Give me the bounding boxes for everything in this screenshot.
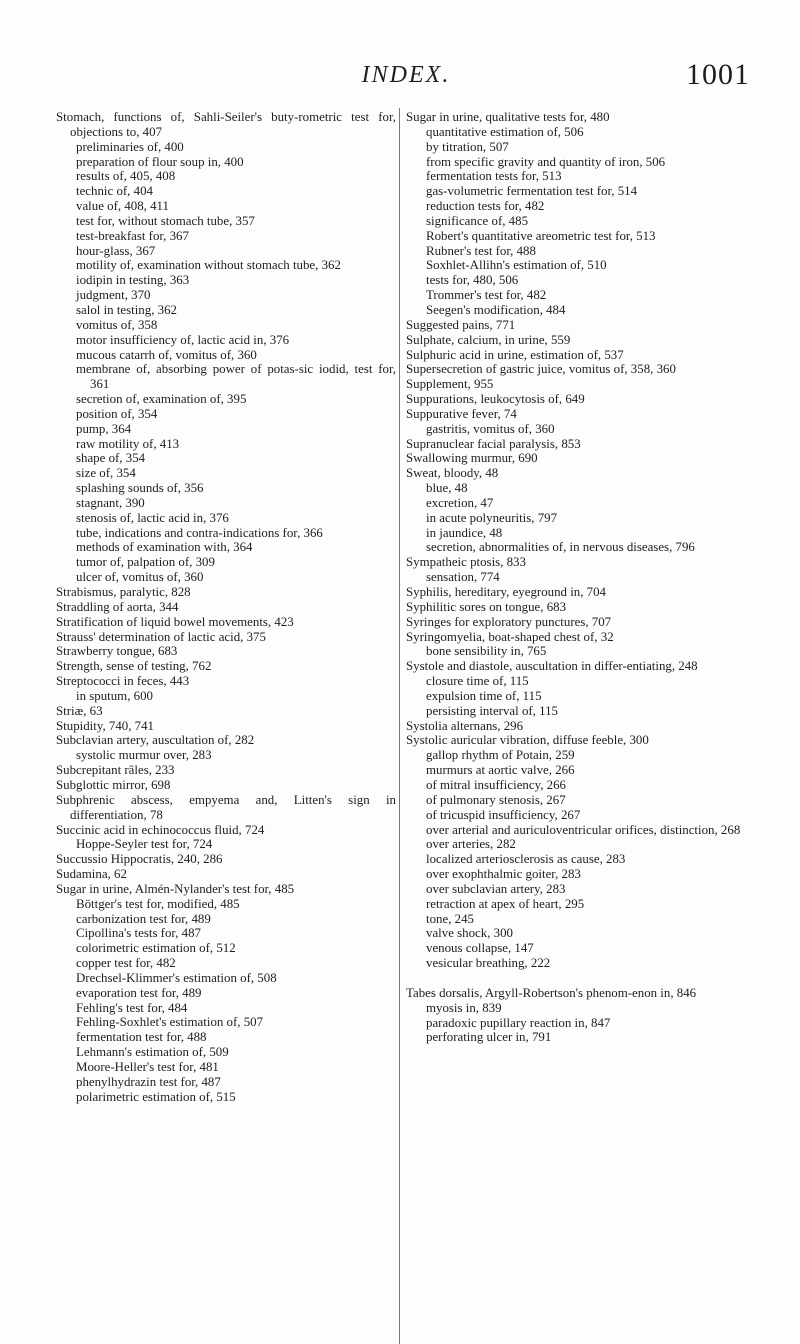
index-subentry: in acute polyneuritis, 797 bbox=[426, 510, 558, 525]
index-subentry: size of, 354 bbox=[76, 466, 136, 481]
index-subentry: motility of, examination without stomach tube, 362 bbox=[76, 258, 341, 273]
index-subentry: tests for, 480, 506 bbox=[426, 273, 519, 288]
index-entry: Strauss' determination of lactic acid, 375 bbox=[56, 629, 266, 644]
index-subentry: paradoxic pupillary reaction in, 847 bbox=[426, 1015, 611, 1030]
page-header bbox=[56, 58, 756, 102]
index-subentry: venous collapse, 147 bbox=[426, 941, 534, 956]
index-subentry: Böttger's test for, modified, 485 bbox=[76, 896, 240, 911]
index-subentry: vesicular breathing, 222 bbox=[426, 956, 551, 971]
index-subentry: in sputum, 600 bbox=[76, 688, 153, 703]
index-subentry: test for, without stomach tube, 357 bbox=[76, 213, 255, 228]
index-subentry: by titration, 507 bbox=[426, 139, 509, 154]
index-subentry: position of, 354 bbox=[76, 406, 158, 421]
index-entry: Systole and diastole, auscultation in differ-entiating, 248 bbox=[406, 659, 698, 674]
index-entry: Sympatheic ptosis, 833 bbox=[406, 555, 526, 570]
index-subentry: secretion of, examination of, 395 bbox=[76, 392, 247, 407]
index-subentry: expulsion time of, 115 bbox=[426, 688, 542, 703]
index-entry: Streptococci in feces, 443 bbox=[56, 674, 190, 689]
index-subentry: gallop rhythm of Potain, 259 bbox=[426, 748, 575, 763]
index-entry: Sulphuric acid in urine, estimation of, 537 bbox=[406, 347, 624, 362]
index-subentry: pump, 364 bbox=[76, 421, 132, 436]
index-entry: Strabismus, paralytic, 828 bbox=[56, 585, 191, 599]
index-entry: Syphilis, hereditary, eyeground in, 704 bbox=[406, 585, 607, 599]
index-entry: Strength, sense of testing, 762 bbox=[56, 659, 212, 674]
index-subentry: vomitus of, 358 bbox=[76, 317, 158, 332]
index-subentry: motor insufficiency of, lactic acid in, 376 bbox=[76, 332, 290, 347]
index-entry: Straddling of aorta, 344 bbox=[56, 599, 179, 614]
index-subentry: secretion, abnormalities of, in nervous diseases, 796 bbox=[426, 540, 695, 555]
index-subentry: value of, 408, 411 bbox=[76, 199, 169, 214]
index-subentry: membrane of, absorbing power of potas-sic iodid, test for, 361 bbox=[76, 362, 396, 392]
index-subentry: significance of, 485 bbox=[426, 213, 529, 228]
index-subentry: phenylhydrazin test for, 487 bbox=[76, 1074, 221, 1089]
index-subentry: tube, indications and contra-indications for, 366 bbox=[76, 525, 323, 540]
index-subentry: raw motility of, 413 bbox=[76, 436, 180, 451]
index-entry: Strawberry tongue, 683 bbox=[56, 644, 178, 659]
index-subentry: Cipollina's tests for, 487 bbox=[76, 926, 201, 941]
index-subentry: from specific gravity and quantity of iron, 506 bbox=[426, 154, 666, 169]
index-entry: Supranuclear facial paralysis, 853 bbox=[406, 436, 581, 451]
index-subentry: preparation of flour soup in, 400 bbox=[76, 154, 244, 169]
index-entry: Swallowing murmur, 690 bbox=[406, 451, 538, 466]
index-subentry: systolic murmur over, 283 bbox=[76, 748, 212, 763]
page-number: 1001 bbox=[686, 58, 750, 91]
index-subentry: mucous catarrh of, vomitus of, 360 bbox=[76, 347, 257, 362]
index-entry: Systolic auricular vibration, diffuse feeble, 300 bbox=[406, 733, 649, 748]
index-subentry: persisting interval of, 115 bbox=[426, 703, 558, 718]
index-entry: Syphilitic sores on tongue, 683 bbox=[406, 599, 567, 614]
index-subentry: salol in testing, 362 bbox=[76, 302, 177, 317]
index-entry: Suppurative fever, 74 bbox=[406, 406, 517, 421]
index-subentry: Fehling's test for, 484 bbox=[76, 1000, 188, 1015]
index-subentry: valve shock, 300 bbox=[426, 926, 513, 941]
index-entry: Suppurations, leukocytosis of, 649 bbox=[406, 392, 585, 407]
index-subentry: Lehmann's estimation of, 509 bbox=[76, 1045, 229, 1060]
index-entry: Syringomyelia, boat-shaped chest of, 32 bbox=[406, 629, 614, 644]
index-entry: Sugar in urine, qualitative tests for, 480 bbox=[406, 110, 610, 124]
index-entry: Stomach, functions of, Sahli-Seiler's buty-rometric test for, objections to, 407 bbox=[56, 110, 396, 139]
index-subentry: blue, 48 bbox=[426, 481, 468, 496]
index-subentry: preliminaries of, 400 bbox=[76, 139, 184, 154]
index-subentry: fermentation test for, 488 bbox=[76, 1030, 207, 1045]
index-entry: Subphrenic abscess, empyema and, Litten's sign in differentiation, 78 bbox=[56, 792, 396, 822]
index-subentry: over exophthalmic goiter, 283 bbox=[426, 867, 581, 882]
index-subentry: methods of examination with, 364 bbox=[76, 540, 253, 555]
index-subentry: hour-glass, 367 bbox=[76, 243, 156, 258]
index-subentry: of mitral insufficiency, 266 bbox=[426, 777, 566, 792]
index-entry: Succussio Hippocratis, 240, 286 bbox=[56, 852, 223, 867]
index-subentry: Hoppe-Seyler test for, 724 bbox=[76, 837, 213, 852]
index-column-left bbox=[56, 110, 396, 1105]
running-title: INDEX. bbox=[361, 62, 451, 88]
index-entry: Supplement, 955 bbox=[406, 377, 494, 392]
index-subentry: of tricuspid insufficiency, 267 bbox=[426, 807, 581, 822]
index-subentry: Rubner's test for, 488 bbox=[426, 243, 536, 258]
index-subentry: over subclavian artery, 283 bbox=[426, 881, 566, 896]
index-entry: Subglottic mirror, 698 bbox=[56, 777, 171, 792]
index-subentry: evaporation test for, 489 bbox=[76, 985, 202, 1000]
index-subentry: gastritis, vomitus of, 360 bbox=[426, 421, 555, 436]
index-subentry: in jaundice, 48 bbox=[426, 525, 503, 540]
index-subentry: reduction tests for, 482 bbox=[426, 199, 545, 214]
index-subentry: bone sensibility in, 765 bbox=[426, 644, 547, 659]
index-entry: Striæ, 63 bbox=[56, 703, 103, 718]
index-subentry: Fehling-Soxhlet's estimation of, 507 bbox=[76, 1015, 264, 1030]
index-subentry: gas-volumetric fermentation test for, 514 bbox=[426, 184, 638, 199]
index-subentry: fermentation tests for, 513 bbox=[426, 169, 562, 184]
index-subentry: tone, 245 bbox=[426, 911, 474, 926]
index-subentry: Seegen's modification, 484 bbox=[426, 302, 566, 317]
index-column-right bbox=[406, 110, 751, 1045]
index-entry: Sugar in urine, Almén-Nylander's test for, 485 bbox=[56, 881, 295, 896]
index-subentry: shape of, 354 bbox=[76, 451, 146, 466]
index-subentry: iodipin in testing, 363 bbox=[76, 273, 190, 288]
index-subentry: Robert's quantitative areometric test for, 513 bbox=[426, 228, 656, 243]
index-subentry: myosis in, 839 bbox=[426, 1000, 502, 1015]
index-entry: Sweat, bloody, 48 bbox=[406, 466, 499, 481]
index-subentry: results of, 405, 408 bbox=[76, 169, 176, 184]
index-subentry: colorimetric estimation of, 512 bbox=[76, 941, 236, 956]
index-entry: Syringes for exploratory punctures, 707 bbox=[406, 614, 612, 629]
index-subentry: excretion, 47 bbox=[426, 495, 494, 510]
index-subentry: of pulmonary stenosis, 267 bbox=[426, 792, 566, 807]
index-subentry: stenosis of, lactic acid in, 376 bbox=[76, 510, 229, 525]
index-entry: Systolia alternans, 296 bbox=[406, 718, 524, 733]
index-subentry: retraction at apex of heart, 295 bbox=[426, 896, 585, 911]
index-subentry: ulcer of, vomitus of, 360 bbox=[76, 570, 204, 585]
index-subentry: quantitative estimation of, 506 bbox=[426, 124, 584, 139]
index-entry: Supersecretion of gastric juice, vomitus of, 358, 360 bbox=[406, 362, 676, 377]
index-subentry: stagnant, 390 bbox=[76, 495, 145, 510]
index-entry: Subcrepitant râles, 233 bbox=[56, 763, 175, 778]
index-subentry: technic of, 404 bbox=[76, 184, 153, 199]
index-entry: Subclavian artery, auscultation of, 282 bbox=[56, 733, 255, 748]
column-divider bbox=[399, 108, 400, 1344]
index-subentry: carbonization test for, 489 bbox=[76, 911, 211, 926]
index-subentry: Trommer's test for, 482 bbox=[426, 288, 547, 303]
index-entry: Suggested pains, 771 bbox=[406, 317, 516, 332]
index-subentry: sensation, 774 bbox=[426, 570, 500, 585]
index-subentry: Drechsel-Klimmer's estimation of, 508 bbox=[76, 970, 277, 985]
index-entry: Stratification of liquid bowel movements, 423 bbox=[56, 614, 294, 629]
index-entry: Tabes dorsalis, Argyll-Robertson's phenom-enon in, 846 bbox=[406, 985, 697, 1000]
index-subentry: copper test for, 482 bbox=[76, 956, 176, 971]
index-subentry: perforating ulcer in, 791 bbox=[426, 1030, 552, 1045]
index-subentry: judgment, 370 bbox=[76, 288, 151, 303]
index-subentry: polarimetric estimation of, 515 bbox=[76, 1089, 236, 1104]
index-subentry: localized arteriosclerosis as cause, 283 bbox=[426, 852, 626, 867]
index-subentry: over arterial and auriculoventricular orifices, distinction, 268 bbox=[426, 822, 741, 837]
index-entry: Sudamina, 62 bbox=[56, 867, 127, 882]
index-entry: Sulphate, calcium, in urine, 559 bbox=[406, 332, 571, 347]
index-subentry: Moore-Heller's test for, 481 bbox=[76, 1060, 219, 1074]
index-subentry: murmurs at aortic valve, 266 bbox=[426, 763, 575, 778]
index-subentry: over arteries, 282 bbox=[426, 837, 516, 852]
index-section-gap bbox=[406, 971, 751, 986]
index-subentry: tumor of, palpation of, 309 bbox=[76, 555, 215, 570]
index-subentry: closure time of, 115 bbox=[426, 674, 529, 689]
index-entry: Succinic acid in echinococcus fluid, 724 bbox=[56, 822, 265, 837]
index-subentry: Soxhlet-Allihn's estimation of, 510 bbox=[426, 258, 607, 273]
index-subentry: splashing sounds of, 356 bbox=[76, 481, 204, 496]
index-entry: Stupidity, 740, 741 bbox=[56, 718, 155, 733]
index-subentry: test-breakfast for, 367 bbox=[76, 228, 189, 243]
